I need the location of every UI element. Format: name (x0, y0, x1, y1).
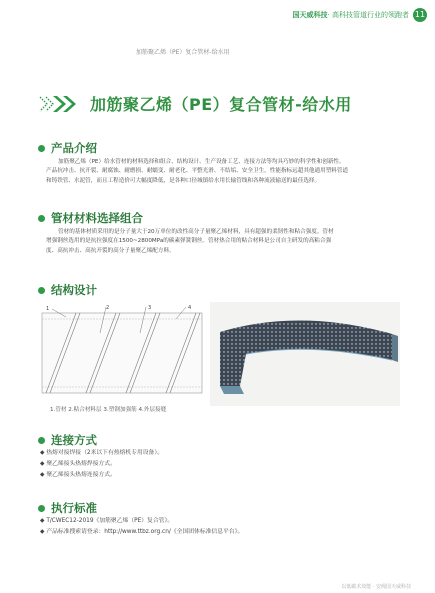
structure-legend: 1.管材 2.粘合材料层 3.塑钢加强筋 4.外层接缝 (50, 407, 167, 413)
material-line: 增强钢丝选用的是抗拉强度在1500~2800MPa的碳素弹簧钢丝。管材热合用的粘合材料是公司自主研发的高粘合强 (46, 238, 332, 245)
material-paragraph (46, 228, 402, 256)
page-number-badge: 11 (413, 8, 427, 22)
brand-slogan: · 高科技管道行业的领跑者 (327, 11, 409, 19)
standard-list (40, 516, 243, 538)
section-heading-structure: 结构设计 (38, 282, 97, 298)
intro-line: 产品抗冲击、抗开裂、耐腐蚀、耐磨损、耐蠕变、耐老化、平整光滑、不结垢、安全卫生，性能指标远超其他通用塑料管道 (46, 168, 349, 175)
bullet-icon (38, 215, 45, 222)
title-row (38, 92, 352, 115)
material-line: 管材的基体材质采用的是分子量大于20万单位的改性高分子量聚乙烯材料，具有超强的柔韧性和粘合强度。管材 (58, 229, 334, 235)
intro-line: 加筋聚乙烯（PE）给水管材的材料选择和组合、结构设计、生产设备工艺、连接方法等均具巧妙的科学性和创新性。 (58, 159, 345, 165)
brand-header (293, 10, 409, 20)
section-heading-standard: 执行标准 (38, 500, 97, 516)
bullet-icon (38, 437, 45, 444)
part-number-1: 1 (46, 306, 50, 312)
bullet-icon (38, 287, 45, 294)
intro-line: 和铸铁管、水泥管，而且工程造价可大幅度降低，是各种口径城镇给水用长输管线和各种流液输送的最佳选择。 (46, 177, 321, 184)
pipe-section-photo (210, 302, 400, 406)
part-number-4: 4 (188, 305, 192, 311)
part-number-3: 3 (148, 305, 152, 311)
pipe-structure-diagram (36, 303, 206, 407)
bullet-icon (38, 505, 45, 512)
list-item: ◆ 热熔对接焊接（2米以下有热熔机专用设备）。 (40, 450, 164, 456)
list-item: ◆ 聚乙烯接头热熔连接方式。 (40, 472, 116, 479)
brand-name: 国天威科技 (292, 11, 328, 19)
material-line: 度、高抗冲击、高抗开裂的高分子量聚乙烯配方料。 (46, 247, 175, 254)
footer-text: 以低碳术效能 · 安阀国天威科技 (341, 584, 411, 590)
section-heading-connection: 连接方式 (38, 432, 97, 448)
connection-list (40, 448, 163, 482)
section-heading-material: 管材材料选择组合 (38, 210, 143, 226)
list-item: ◆ 产品标准搜索请登录：http://www.ttbz.org.cn/《全国团体标准信息平台》。 (40, 529, 244, 536)
chevrons-icon (38, 94, 82, 114)
page-title: 加筋聚乙烯（PE）复合管材-给水用 (90, 95, 352, 114)
breadcrumb: 加筋聚乙烯（PE）复合管材-给水用 (136, 49, 230, 56)
intro-paragraph (46, 158, 402, 186)
list-item: ◆ 聚乙烯接头热熔焊接方式。 (40, 461, 116, 468)
list-item: ◆ T/CWEC12-2019《加筋聚乙烯（PE）复合管》。 (40, 518, 174, 524)
section-heading-intro: 产品介绍 (38, 140, 97, 156)
part-number-2: 2 (106, 305, 110, 311)
bullet-icon (38, 145, 45, 152)
